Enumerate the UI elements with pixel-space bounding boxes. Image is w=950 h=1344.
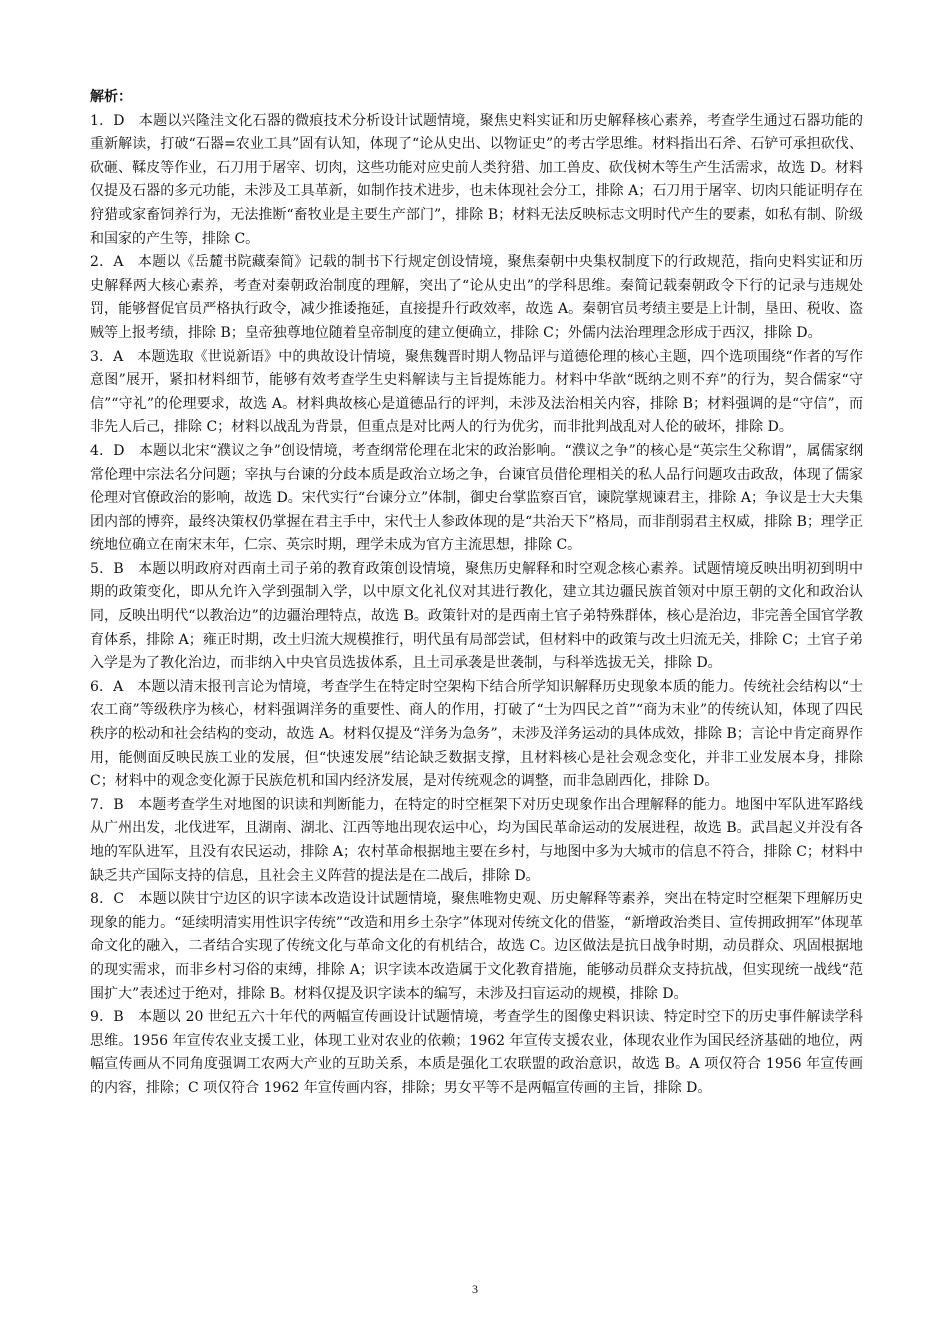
analysis-item-7: 7．B 本题考查学生对地图的识读和判断能力，在特定的时空框架下对历史现象作出合理解释的能力。地图中军队进军路线从广州出发，北伐进军，且湖南、湖北、江西等地出现农运中心，均为国民革命运动的发展进程，故选 B。武昌起义并没有各地的军队进军，且没有农民运动，排除 A；农村革命根据地主要在乡村，与地图中多为大城市的信息不符合，排除 C；材料中缺乏共产国际支持的信息，且社会主义阵营的提法是在二战后，排除 D。 <box>90 796 863 884</box>
analysis-item-2: 2．A 本题以《岳麓书院藏秦简》记载的制书下行规定创设情境，聚焦秦朝中央集权制度下的行政规范，指向史料实证和历史解释两大核心素养，考查对秦朝政治制度的理解，突出了“论从史出”的学科思维。秦简记载秦朝政令下行的记录与违规处罚，能够督促官员严格执行政令，减少推诿拖延，直接提升行政效率，故选 A。秦朝官员考绩主要是上计制，垦田、税收、盗贼等上报考绩，排除 B；皇帝独尊地位随着皇帝制度的建立便确立，排除 C；外儒内法治理理念形成于西汉，排除 D。 <box>90 254 863 341</box>
analysis-item-5: 5．B 本题以明政府对西南土司子弟的教育政策创设情境，聚焦历史解释和时空观念核心素养。试题情境反映出明初到明中期的政策变化，即从允许入学到强制入学，以中原文化礼仪对其进行教化，建立其边疆民族首领对中原王朝的文化和政治认同，反映出明代“以教治边”的边疆治理特点，故选 B。政策针对的是西南土官子弟特殊群体，核心是治边，非完善全国官学教育体系，排除 A；雍正时期，改土归流大规模推行，明代虽有局部尝试，但材料中的政策与改土归流无关，排除 C；土官子弟入学是为了教化治边，而非纳入中央官员选拔体系，且土司承袭是世袭制，与科举选拔无关，排除 D。 <box>90 560 863 672</box>
answer-analysis-section <box>90 86 863 1101</box>
analysis-item-1: 1．D 本题以兴隆洼文化石器的微痕技术分析设计试题情境，聚焦史料实证和历史解释核心素养，考查学生通过石器功能的重新解读，打破“石器=农业工具”固有认知，体现了“论从史出、以物证史”的考古学思维。材料指出石斧、石铲可承担砍伐、砍砸、鞣皮等作业，石刀用于屠宰、切肉，这些功能对应史前人类狩猎、加工兽皮、砍伐树木等生产生活需求，故选 D。材料仅提及石器的多元功能，未涉及工具革新，如制作技术进步，也未体现社会分工，排除 A；石刀用于屠宰、切肉只能证明存在狩猎或家畜饲养行为，无法推断“畜牧业是主要生产部门”，排除 B；材料无法反映标志文明时代产生的要素，如私有制、阶级和国家的产生等，排除 C。 <box>90 112 863 247</box>
analysis-item-3: 3．A 本题选取《世说新语》中的典故设计情境，聚焦魏晋时期人物品评与道德伦理的核心主题，四个选项围绕“作者的写作意图”展开，紧扣材料细节，能够有效考查学生史料解读与主旨提炼能力。材料中华歆“既纳之则不弃”的行为，契合儒家“守信”“守礼”的伦理要求，故选 A。材料典故核心是道德品行的评判，未涉及法治相关内容，排除 B；材料强调的是“守信”，而非先人后己，排除 C；材料以战乱为背景，但重点是对比两人的行为优劣，而非批判战乱对人伦的破坏，排除 D。 <box>90 348 863 436</box>
analysis-heading: 解析： <box>90 89 132 105</box>
analysis-item-8: 8．C 本题以陕甘宁边区的识字读本改造设计试题情境，聚焦唯物史观、历史解释等素养，突出在特定时空框架下理解历史现象的能力。“延续明清实用性识字传统”“改造和用乡土杂字”体现对传统文化的借鉴，“新增政治类目、宣传拥政拥军”体现革命文化的融入，二者结合实现了传统文化与革命文化的有机结合，故选 C。边区做法是抗日战争时期，动员群众、巩固根据地的现实需求，而非乡村习俗的束缚，排除 A；识字读本改造属于文化教育措施，能够动员群众支持抗战，但实现统一战线“范围扩大”表述过于绝对，排除 B。材料仅提及识字读本的编写，未涉及扫盲运动的规模，排除 D。 <box>90 891 863 1002</box>
analysis-item-9: 9．B 本题以 20 世纪五六十年代的两幅宣传画设计试题情境，考查学生的图像史料识读、特定时空下的历史事件解读学科思维。1956 年宣传农业支援工业，体现工业对农业的依赖；1962 年宣传支援农业，体现农业作为国民经济基础的地位，两幅宣传画从不同角度强调工农两大产业的互助关系，本质是强化工农联盟的政治意识，故选 B。A 项仅符合 1956 年宣传画的内容，排除；C 项仅符合 1962 年宣传画内容，排除；男女平等不是两幅宣传画的主旨，排除 D。 <box>90 1009 863 1096</box>
analysis-item-6: 6．A 本题以清末报刊言论为情境，考查学生在特定时空架构下结合所学知识解释历史现象本质的能力。传统社会结构以“士农工商”等级秩序为核心，材料强调洋务的重要性、商人的作用，打破了“士为四民之首”“商为末业”的传统认知，体现了四民秩序的松动和社会结构的变动，故选 A。材料仅提及“洋务为急务”，未涉及洋务运动的具体成效，排除 B；言论中肯定商界作用，能侧面反映民族工业的发展，但“快速发展”结论缺乏数据支撑，且材料核心是社会观念变化，并非工业发展本身，排除 C；材料中的观念变化源于民族危机和国内经济发展，是对传统观念的调整，而非急剧西化，排除 D。 <box>90 678 863 790</box>
analysis-item-4: 4．D 本题以北宋“濮议之争”创设情境，考查纲常伦理在北宋的政治影响。“濮议之争”的核心是“英宗生父称谓”，属儒家纲常伦理中宗法名分问题；宰执与台谏的分歧本质是政治立场之争，台谏官员借伦理相关的私人品行问题攻击政敌，体现了儒家伦理对官僚政治的影响，故选 D。宋代实行“台谏分立”体制，御史台掌监察百官，谏院掌规谏君主，排除 A；争议是士大夫集团内部的博弈，最终决策权仍掌握在君主手中，宋代士人参政体现的是“共治天下”格局，而非削弱君主权威，排除 B；理学正统地位确立在南宋末年，仁宗、英宗时期，理学未成为官方主流思想，排除 C。 <box>90 442 863 554</box>
page-number: 3 <box>472 1282 478 1296</box>
